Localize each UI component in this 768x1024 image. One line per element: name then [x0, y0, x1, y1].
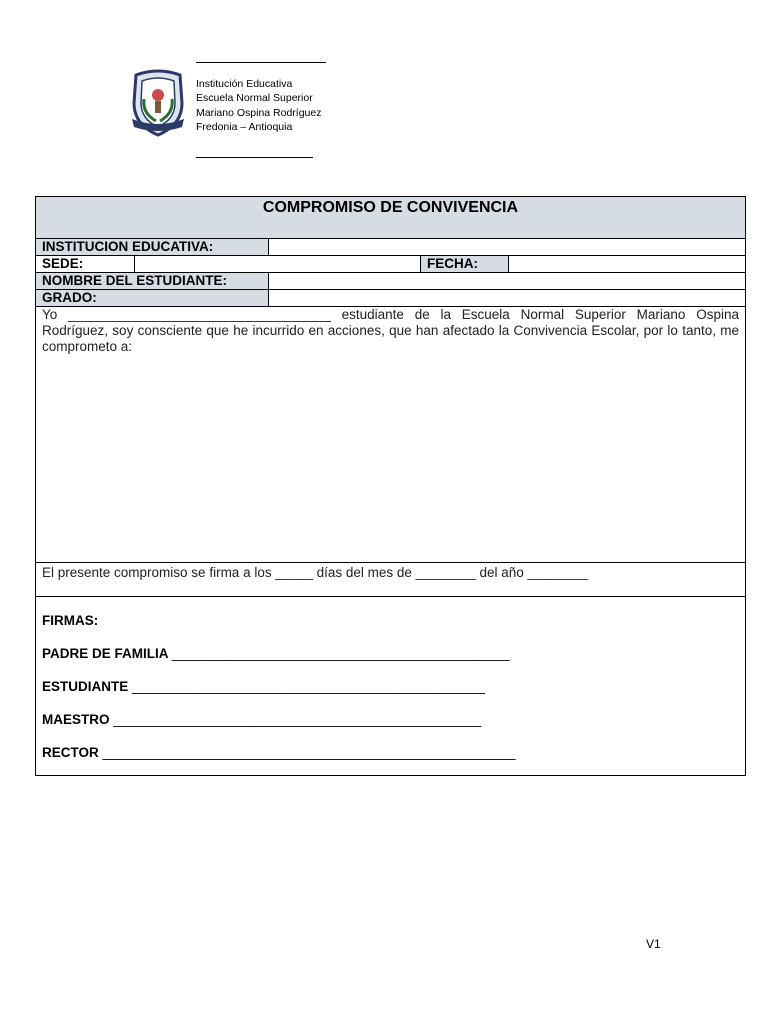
signing-date-text: El presente compromiso se firma a los _____ días del mes de ________ del año ________ [36, 563, 745, 597]
commitment-text[interactable]: Yo ___________________________________ estudiante de la Escuela Normal Superior Mariano Ospina Rodríguez, soy consciente que he incurrido en acciones, que han afectado la Convivencia Escolar, por lo tanto, me comprometo a: [36, 307, 745, 563]
signature-rector[interactable] [42, 745, 515, 760]
version-label: V1 [646, 937, 661, 951]
signature-line: _______________________________________________ [132, 679, 485, 694]
signature-estudiante[interactable] [42, 679, 485, 694]
grado-row [36, 290, 745, 307]
sede-label: SEDE: [42, 256, 84, 271]
signature-line: _______________________________________________________ [102, 745, 516, 760]
form-title: COMPROMISO DE CONVIVENCIA [36, 197, 745, 239]
sede-field[interactable] [134, 256, 420, 272]
institution-info [196, 77, 321, 135]
signature-label: MAESTRO [42, 712, 110, 727]
signature-line: _____________________________________________ [171, 646, 510, 661]
institution-line: Mariano Ospina Rodríguez [196, 106, 322, 119]
institucion-field[interactable] [268, 239, 745, 255]
header-line-bottom [196, 157, 313, 158]
institution-line: Escuela Normal Superior [196, 92, 313, 105]
signature-label: RECTOR [42, 745, 99, 760]
signature-label: ESTUDIANTE [42, 679, 129, 694]
signature-line: _________________________________________________ [113, 712, 482, 727]
nombre-label: NOMBRE DEL ESTUDIANTE: [36, 273, 268, 289]
nombre-field[interactable] [268, 273, 745, 289]
signature-label: PADRE DE FAMILIA [42, 646, 169, 661]
signature-padre[interactable] [42, 646, 510, 661]
commitment-form [35, 196, 746, 776]
institucion-label: INSTITUCION EDUCATIVA: [36, 239, 268, 255]
grado-label: GRADO: [36, 290, 268, 306]
signature-maestro[interactable] [42, 712, 481, 727]
school-crest-icon [128, 69, 188, 137]
firmas-label: FIRMAS: [42, 613, 99, 628]
grado-field[interactable] [268, 290, 745, 306]
fecha-field[interactable] [508, 256, 745, 272]
nombre-row [36, 273, 745, 290]
institution-line: Fredonia – Antioquia [196, 121, 293, 134]
institucion-row [36, 239, 745, 256]
header-line-top [196, 62, 326, 63]
sede-row [36, 256, 745, 273]
institution-line: Institución Educativa [196, 78, 293, 90]
fecha-label: FECHA: [420, 256, 508, 272]
